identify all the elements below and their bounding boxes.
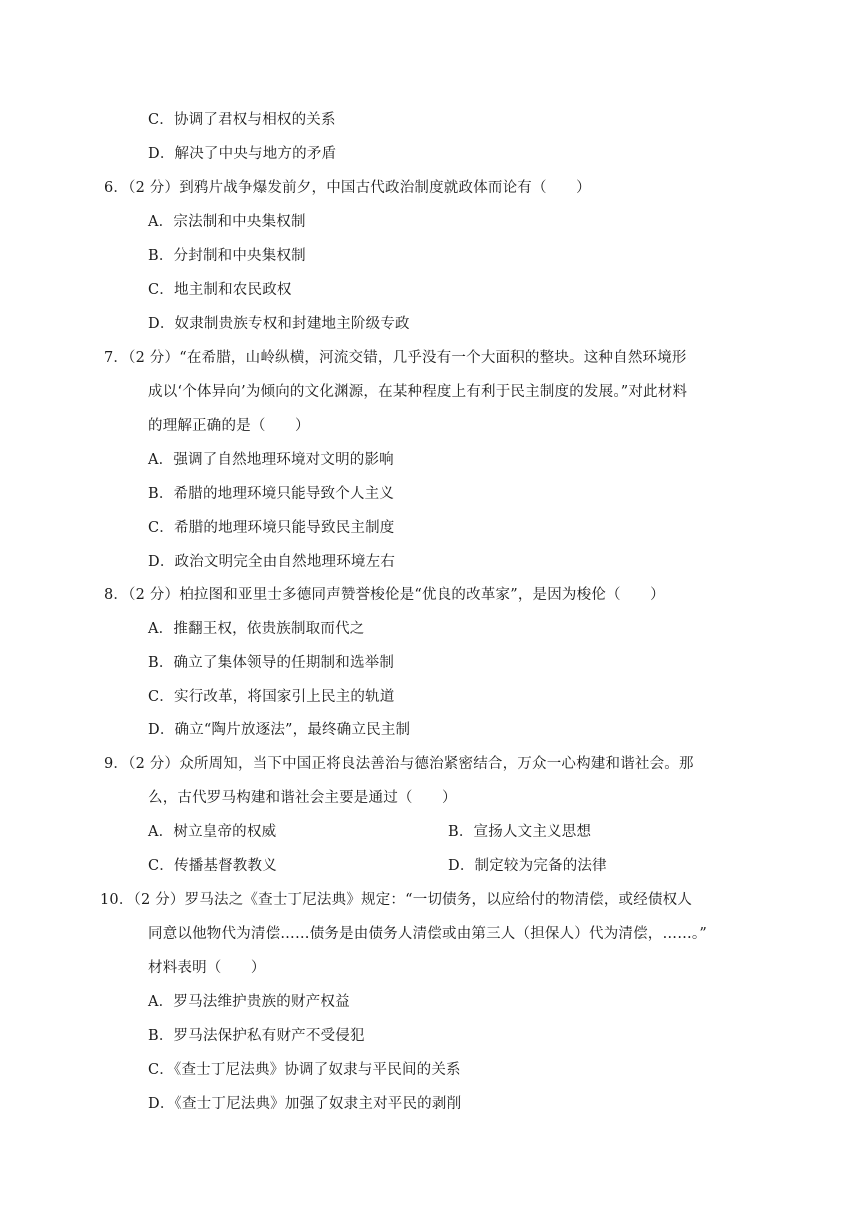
q7-stem-line-1: 7．（2 分）“在希腊，山岭纵横，河流交错，几乎没有一个大面积的整块。这种自然环境形 bbox=[104, 350, 687, 366]
q10-stem-line-1: 10．（2 分）罗马法之《查士丁尼法典》规定：“一切债务，以应给付的物清偿，或经债权人 bbox=[100, 892, 693, 908]
q9-stem-line-1: 9．（2 分）众所周知，当下中国正将良法善治与德治紧密结合，万众一心构建和谐社会。那 bbox=[104, 756, 694, 772]
q9-option-a: A．树立皇帝的权威 bbox=[148, 824, 277, 840]
q7-stem-line-3: 的理解正确的是（ ） bbox=[148, 418, 310, 434]
q6-option-b: B．分封制和中央集权制 bbox=[148, 248, 306, 264]
q8-option-a: A．推翻王权，依贵族制取而代之 bbox=[148, 621, 365, 637]
q8-option-d: D．确立“陶片放逐法”，最终确立民主制 bbox=[148, 722, 411, 738]
q5-option-c: C．协调了君权与相权的关系 bbox=[148, 112, 336, 128]
q10-option-c: C．《查士丁尼法典》协调了奴隶与平民间的关系 bbox=[148, 1062, 461, 1078]
q7-option-a: A．强调了自然地理环境对文明的影响 bbox=[148, 452, 394, 468]
q6-option-d: D．奴隶制贵族专权和封建地主阶级专政 bbox=[148, 316, 410, 332]
q8-stem: 8．（2 分）柏拉图和亚里士多德同声赞誉梭伦是“优良的改革家”，是因为梭伦（ ） bbox=[104, 587, 665, 603]
q8-option-c: C．实行改革，将国家引上民主的轨道 bbox=[148, 689, 395, 705]
q10-stem-line-3: 材料表明（ ） bbox=[148, 960, 266, 976]
q6-stem: 6．（2 分）到鸦片战争爆发前夕，中国古代政治制度就政体而论有（ ） bbox=[104, 180, 591, 196]
q10-option-d: D．《查士丁尼法典》加强了奴隶主对平民的剥削 bbox=[148, 1096, 462, 1112]
q7-option-d: D．政治文明完全由自然地理环境左右 bbox=[148, 554, 396, 570]
q9-option-b: B．宣扬人文主义思想 bbox=[448, 824, 592, 840]
q9-option-d: D．制定较为完备的法律 bbox=[448, 858, 607, 874]
q6-option-a: A．宗法制和中央集权制 bbox=[148, 214, 306, 230]
q9-stem-line-2: 么，古代罗马构建和谐社会主要是通过（ ） bbox=[148, 790, 457, 806]
q6-option-c: C．地主制和农民政权 bbox=[148, 282, 292, 298]
q8-option-b: B．确立了集体领导的任期制和选举制 bbox=[148, 655, 395, 671]
q9-option-c: C．传播基督教教义 bbox=[148, 858, 277, 874]
q5-option-d: D．解决了中央与地方的矛盾 bbox=[148, 146, 337, 162]
q7-option-b: B．希腊的地理环境只能导致个人主义 bbox=[148, 486, 395, 502]
q10-option-b: B．罗马法保护私有财产不受侵犯 bbox=[148, 1028, 365, 1044]
q10-stem-line-2: 同意以他物代为清偿……债务是由债务人清偿或由第三人（担保人）代为清偿，……。” bbox=[148, 926, 707, 942]
q7-option-c: C．希腊的地理环境只能导致民主制度 bbox=[148, 520, 395, 536]
q10-option-a: A．罗马法维护贵族的财产权益 bbox=[148, 994, 350, 1010]
q7-stem-line-2: 成以‘个体异向’为倾向的文化渊源，在某种程度上有利于民主制度的发展。”对此材料 bbox=[148, 384, 688, 400]
